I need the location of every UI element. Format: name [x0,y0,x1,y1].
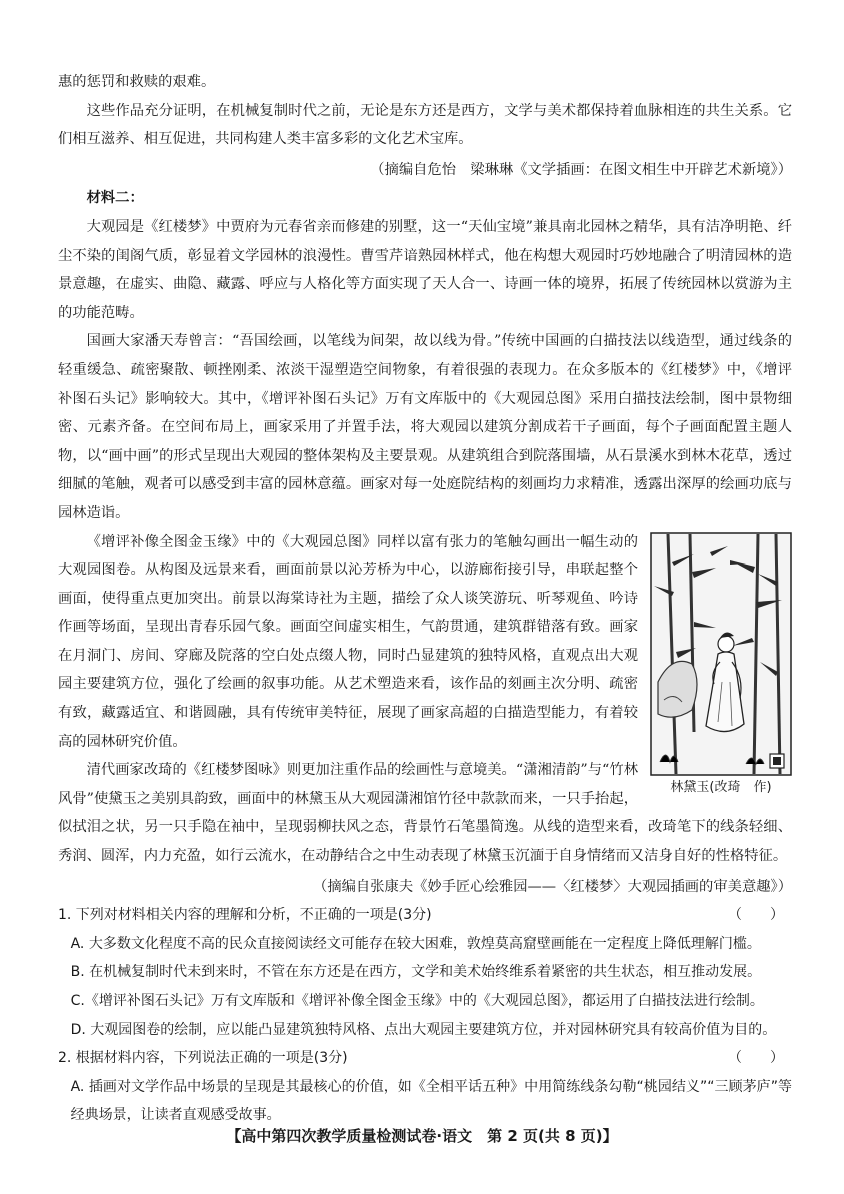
material2-para3: 《增评补像全图金玉缘》中的《大观园总图》同样以富有张力的笔触勾画出一幅生动的大观园图卷。从构图及远景来看，画面前景以沁芳桥为中心，以游廊衔接引导，串联起整个画面，使得重点更加突出。前景以海棠诗社为主题，描绘了众人谈笑游玩、听琴观鱼、吟诗作画等场面，呈现出青春乐园气象。画面空间虚实相生，气韵贯通，建筑群错落有致。画家在月洞门、房间、穿廊及院落的空白处点缀人物，同时凸显建筑的独特风格，直观点出大观园主要建筑方位，强化了绘画的叙事功能。从艺术塑造来看，该作品的刻画主次分明、疏密有致，藏露适宜、和谐圆融，具有传统审美特征，展现了画家高超的白描造型能力，有着较高的园林研究价值。 [58,533,638,750]
daiyu-illustration-image [650,532,792,776]
figure-caption: 林黛玉(改琦 作) [670,779,772,795]
question-1-stem: 1. 下列对材料相关内容的理解和分析，不正确的一项是(3分) [58,907,432,924]
material2-heading: 材料二： [86,190,144,207]
material2-para2: 国画大家潘天寿曾言：“吾国绘画，以笔线为间架，故以线为骨。”传统中国画的白描技法以线造型，通过线条的轻重缓急、疏密聚散、顿挫刚柔、浓淡干湿塑造空间物象，有着很强的表现力。在众多版本的《红楼梦》中，《增评补图石头记》影响较大。其中，《增评补图石头记》万有文库版中的《大观园总图》采用白描技法绘制，图中景物细密、元素齐备。在空间布局上，画家采用了并置手法，将大观园以建筑分割成若干子画面，每个子画面配置主题人物，以“画中画”的形式呈现出大观园的整体架构及主要景观。从建筑组合到院落围墙，从石景溪水到林木花草，透过细腻的笔触，观者可以感受到丰富的园林意蕴。画家对每一处庭院结构的刻画均力求精准，透露出深厚的绘画功底与园林造诣。 [58,333,792,521]
material2-para4: 清代画家改琦的《红楼梦图咏》则更加注重作品的绘画性与意境美。“潇湘清韵”与“竹林风骨”使黛玉之美别具韵致，画面中的林黛玉从大观园潇湘馆竹径中款款而来，一只手抬起，似拭泪之状，另一只手隐在袖中，呈现弱柳扶风之态，背景竹石笔墨简逸。从线的造型来看，改琦笔下的线条轻细、秀润、圆浑，内力充盈，如行云流水，在动静结合之中生动表现了林黛玉沉湎于自身情绪而又洁身自好的性格特征。 [58,762,792,865]
question-1-option-c: C.《增评补图石头记》万有文库版和《增评补像全图金玉缘》中的《大观园总图》，都运用了白描技法进行绘制。 [70,993,764,1009]
question-2-answer-blank[interactable]: （ ） [728,1050,784,1067]
question-1-option-d: D. 大观园图卷的绘制，应以能凸显建筑独特风格、点出大观园主要建筑方位，并对园林研究具有较高价值为目的。 [70,1021,777,1038]
daiyu-illustration-figure [650,532,792,800]
page-footer: 【高中第四次教学质量检测试卷·语文 第 2 页(共 8 页)】 [226,1127,618,1145]
question-1 [58,901,792,1044]
question-2 [58,1044,792,1130]
material1-source: （摘编自危怡 梁琳琳《文学插画：在图文相生中开辟艺术新境》） [370,161,792,178]
continued-line: 惠的惩罚和救赎的艰难。 [58,74,216,90]
question-2-option-a: A. 插画对文学作品中场景的呈现是其最核心的价值，如《全相平话五种》中用简练线条勾勒“桃园结义”“三顾茅庐”等经典场景，让读者直观感受故事。 [70,1078,792,1124]
question-1-option-b: B. 在机械复制时代未到来时，不管在东方还是在西方，文学和美术始终维系着紧密的共生状态，相互推动发展。 [70,964,762,981]
question-1-answer-blank[interactable]: （ ） [728,907,784,924]
material2-para1: 大观园是《红楼梦》中贾府为元春省亲而修建的别墅，这一“天仙宝境”兼具南北园林之精华，具有洁净明艳、纤尘不染的闺阁气质，彰显着文学园林的浪漫性。曹雪芹谙熟园林样式，他在构想大观园时巧妙地融合了明清园林的造景意趣，在虚实、曲隐、藏露、呼应与人格化等方面实现了天人合一、诗画一体的境界，拓展了传统园林以赏游为主的功能范畴。 [58,218,792,321]
question-2-stem: 2. 根据材料内容，下列说法正确的一项是(3分) [58,1050,348,1067]
page-body [58,68,792,1130]
question-1-option-a: A. 大多数文化程度不高的民众直接阅读经文可能存在较大困难，敦煌莫高窟壁画能在一定程度上降低理解门槛。 [70,935,761,952]
material2-source: （摘编自张康夫《妙手匠心绘雅园——〈红楼梦〉大观园插画的审美意趣》） [313,878,792,895]
material1-conclusion: 这些作品充分证明，在机械复制时代之前，无论是东方还是西方，文学与美术都保持着血脉相连的共生关系。它们相互滋养、相互促进，共同构建人类丰富多彩的文化艺术宝库。 [58,102,792,148]
